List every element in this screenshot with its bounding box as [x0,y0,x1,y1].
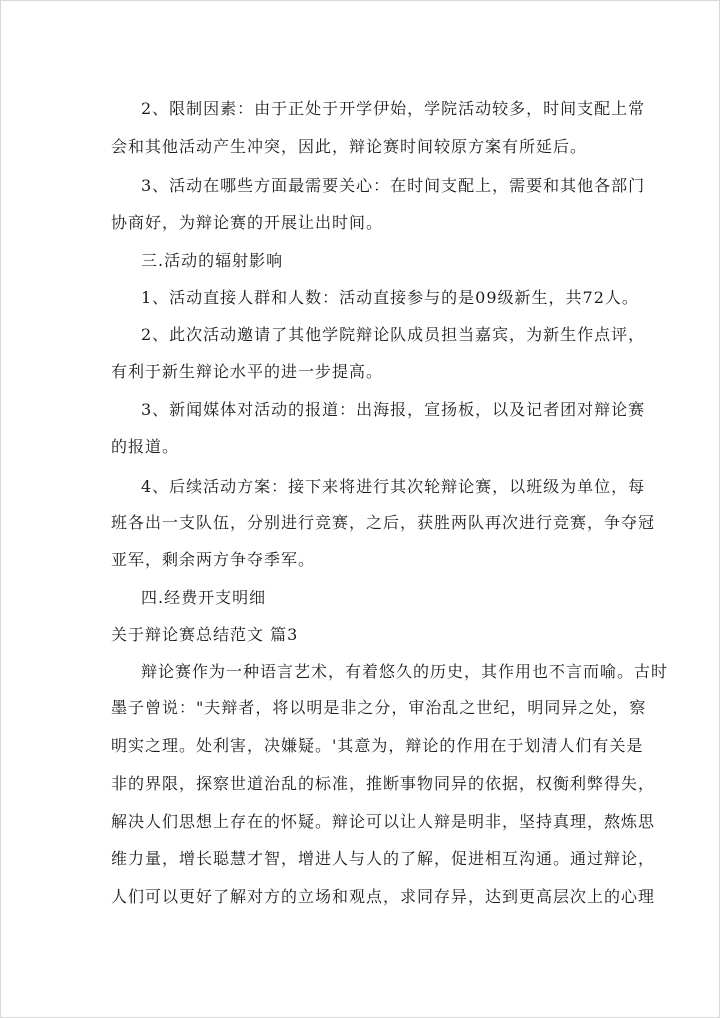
text-line-11: 4、后续活动方案：接下来将进行其次轮辩论赛，以班级为单位，每 [141,477,646,496]
text-line-19: 非的界限，探察世道治乱的标准，推断事物同异的依据，权衡利弊得失， [111,774,656,793]
text-line-10: 的报道。 [111,437,180,456]
text-line-18: 明实之理。处利害，决嫌疑。'其意为，辩论的作用在于划清人们有关是 [111,736,644,755]
section-heading-4: 四.经费开支明细 [141,588,267,607]
text-line-2: 会和其他活动产生冲突，因此，辩论赛时间较原方案有所延后。 [111,137,588,156]
text-line-20: 解决人们思想上存在的怀疑。辩论可以让人辩是明非，坚持真理，熬炼思 [111,812,656,831]
article-title: 关于辩论赛总结范文 篇3 [111,625,299,644]
text-line-21: 维力量，增长聪慧才智，增进人与人的了解，促进相互沟通。通过辩论， [111,849,656,868]
text-line-4: 协商好，为辩论赛的开展让出时间。 [111,213,384,232]
text-line-12: 班各出一支队伍，分别进行竞赛，之后，获胜两队再次进行竞赛，争夺冠 [111,513,656,532]
text-line-16: 辩论赛作为一种语言艺术，有着悠久的历史，其作用也不言而喻。古时 [141,662,669,681]
text-line-1: 2、限制因素：由于正处于开学伊始，学院活动较多，时间支配上常 [141,99,646,118]
text-line-6: 1、活动直接人群和人数：活动直接参与的是09级新生，共72人。 [141,288,639,307]
text-line-13: 亚军，剩余两方争夺季军。 [111,550,316,569]
text-line-9: 3、新闻媒体对活动的报道：出海报，宣扬板，以及记者团对辩论赛 [141,400,646,419]
section-heading-3: 三.活动的辐射影响 [141,251,284,270]
text-line-22: 人们可以更好了解对方的立场和观点，求同存异，达到更高层次上的心理 [111,887,656,906]
text-line-3: 3、活动在哪些方面最需要关心：在时间支配上，需要和其他各部门 [141,176,646,195]
text-line-17: 墨子曾说："夫辩者，将以明是非之分，审治乱之世纪，明同异之处，察 [111,698,647,717]
text-line-8: 有利于新生辩论水平的进一步提高。 [111,362,384,381]
text-line-7: 2、此次活动邀请了其他学院辩论队成员担当嘉宾，为新生作点评， [141,325,646,344]
